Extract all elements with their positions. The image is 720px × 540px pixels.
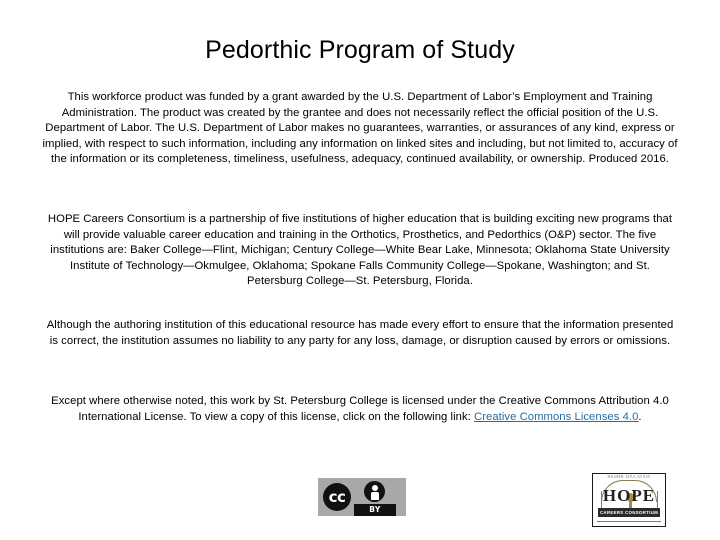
creative-commons-by-badge (318, 478, 406, 516)
creative-commons-license-link[interactable]: Creative Commons Licenses 4.0 (474, 410, 639, 423)
hope-logo-subtitle: CAREERS CONSORTIUM (599, 510, 659, 515)
hope-careers-consortium-logo (592, 473, 666, 527)
hope-logo-subtitle-bar (598, 508, 660, 517)
attribution-person-body-icon (371, 492, 379, 500)
cc-icon (323, 483, 351, 511)
cc-by-label-bar (354, 504, 396, 516)
license-text-suffix: . (638, 410, 642, 423)
license-paragraph (42, 394, 678, 425)
funding-disclaimer-paragraph: This workforce product was funded by a grant awarded by the U.S. Department of Labor’s Employment and Training Administration. The product was created by the grantee and does not necessarily reflect the official position of the U.S. Department of Labor. The U.S. Department of Labor makes no guarantees, warranties, or assurances of any kind, express or implied, with respect to such information, including any information on linked sites and including, but not limited to, accuracy of the information or its completeness, timeliness, usefulness, adequacy, continued availability, or ownership. Produced 2016. (42, 91, 678, 166)
page-title: Pedorthic Program of Study (205, 36, 515, 64)
consortium-paragraph: HOPE Careers Consortium is a partnership of five institutions of higher education that is building exciting new programs that will provide valuable career education and training in the Orthotics, Prosthetics, and Pedorthics (O&P) sector. The five institutions are: Baker College—Flint, Michigan; Century College—White Bear Lake, Minnesota; Oklahoma State University Institute of Technology—Okmulgee, Oklahoma; Spokane Falls Community College—Spokane, Washington; and St. Petersburg College—St. Petersburg, Florida. (47, 213, 673, 288)
hope-logo-arc-text: HIGHER EDUCATION (607, 475, 651, 479)
liability-paragraph: Although the authoring institution of this educational resource has made every effort to ensure that the information presented is correct, the institution assumes no liability to any party for any loss, damage, or disruption caused by errors or omissions. (46, 319, 674, 347)
cc-by-label: BY (369, 505, 381, 514)
license-text-prefix: Except where otherwise noted, this work by St. Petersburg College is licensed under the Creative Commons Attribution 4.0 International License. To view a copy of this license, click on the following link: (51, 395, 669, 423)
hope-logo-wordmark: HOPE (602, 486, 656, 505)
hope-logo-base-line (597, 521, 661, 522)
attribution-person-head-icon (372, 485, 378, 491)
